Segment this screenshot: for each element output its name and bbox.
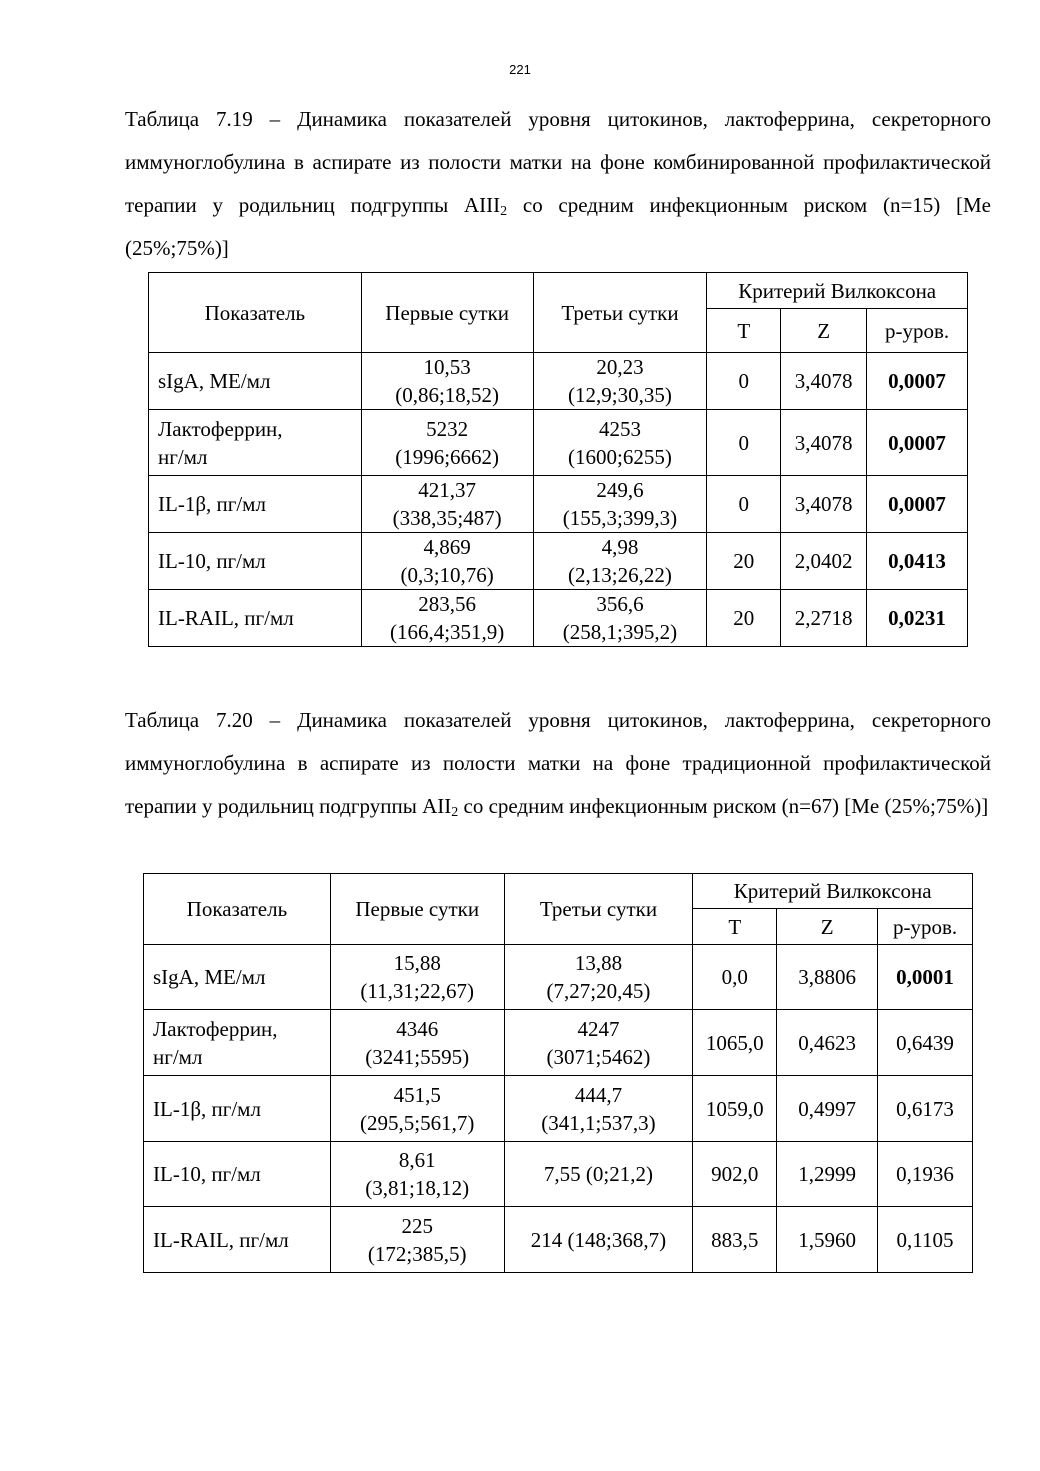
cell-day1: [330, 945, 504, 1010]
indicator-text: Лактоферрин,: [153, 1016, 278, 1041]
cell-indicator: [149, 590, 362, 647]
caption-text: Таблица 7.19 – Динамика показателей уровня цитокинов, лактоферрина, секреторного иммуноглобулина в аспирате из полости матки на фоне комбинированной профилактической терапии у родильниц подгруппы AIII: [125, 107, 991, 217]
median-value: 5232: [426, 416, 469, 441]
cell-day1: [361, 590, 533, 647]
header-t: T: [707, 309, 781, 353]
cell-day3: [533, 476, 707, 533]
table-row: [149, 590, 968, 647]
median-value: 4346: [396, 1016, 439, 1041]
median-value: 13,88: [574, 951, 623, 975]
caption-text-end: со средним инфекционным риском (n=67) [Me (25%;75%)]: [458, 794, 989, 818]
cell-day3: [533, 533, 707, 590]
median-value: 421,37: [418, 478, 477, 502]
median-value: 15,88: [393, 951, 441, 975]
cell-p: 0,6173: [878, 1076, 973, 1142]
cell-day1: [330, 1207, 504, 1273]
page-number: 221: [509, 62, 531, 77]
quartile-range: (3241;5595): [365, 1044, 470, 1069]
cell-t: 0: [707, 353, 781, 410]
cell-day1: [361, 476, 533, 533]
cell-t: 0: [707, 476, 781, 533]
header-wilcoxon: Критерий Вилкоксона: [693, 874, 973, 909]
cell-z: 1,5960: [777, 1207, 878, 1273]
quartile-range: (338,35;487): [392, 506, 502, 530]
cell-p: 0,0413: [867, 533, 968, 590]
cell-day1: [361, 353, 533, 410]
median-value: 8,61: [398, 1148, 436, 1172]
cell-p: 0,1936: [878, 1142, 973, 1207]
header-indicator: Показатель: [144, 874, 331, 945]
cell-t: 1059,0: [693, 1076, 777, 1142]
cell-z: 3,8806: [777, 945, 878, 1010]
cell-p: 0,0231: [867, 590, 968, 647]
header-day3: Третьи сутки: [533, 273, 707, 353]
cell-z: 0,4623: [777, 1010, 878, 1076]
quartile-range: (0,3;10,76): [400, 563, 494, 587]
median-value: 451,5: [393, 1082, 441, 1107]
cell-indicator: [144, 1010, 331, 1076]
cell-day1: [361, 410, 533, 476]
median-value: 249,6: [596, 478, 644, 502]
cell-day1: [330, 1010, 504, 1076]
quartile-range: (11,31;22,67): [360, 979, 474, 1003]
median-value: 283,56: [418, 592, 477, 616]
median-value: 4253: [598, 416, 641, 441]
cell-t: 0: [707, 410, 781, 476]
quartile-range: (341,1;537,3): [541, 1110, 656, 1135]
quartile-range: (166,4;351,9): [389, 620, 505, 644]
table-caption: [125, 699, 991, 828]
quartile-range: (12,9;30,35): [568, 383, 672, 407]
table-row: [144, 1207, 973, 1273]
cell-t: 902,0: [693, 1142, 777, 1207]
cell-t: 20: [707, 533, 781, 590]
cell-p: 0,0007: [867, 353, 968, 410]
indicator-text: sIgA, МЕ/мл: [153, 965, 266, 989]
quartile-range: (3,81;18,12): [365, 1176, 470, 1200]
cell-day1: [361, 533, 533, 590]
header-t: T: [693, 909, 777, 945]
cell-p: 0,6439: [878, 1010, 973, 1076]
indicator-text: IL-1β, пг/мл: [153, 1096, 261, 1121]
cell-indicator: [144, 945, 331, 1010]
cell-day3: [504, 1142, 693, 1207]
indicator-text: IL-RAIL, пг/мл: [158, 606, 294, 630]
cell-day3: [504, 1076, 693, 1142]
cell-z: 2,2718: [781, 590, 867, 647]
data-table: [148, 272, 968, 647]
table-row: [144, 1010, 973, 1076]
median-value: 10,53: [423, 355, 471, 379]
cell-indicator: [149, 533, 362, 590]
indicator-text: IL-10, пг/мл: [153, 1162, 261, 1186]
cell-z: 3,4078: [781, 476, 867, 533]
header-day1: Первые сутки: [361, 273, 533, 353]
median-value: 4,869: [423, 535, 471, 559]
caption-text: Таблица 7.20 – Динамика показателей уровня цитокинов, лактоферрина, секреторного иммуноглобулина в аспирате из полости матки на фоне традиционной профилактической терапии у родильниц подгруппы AII: [125, 708, 991, 818]
median-value: 444,7: [574, 1082, 623, 1107]
indicator-unit: нг/мл: [158, 444, 208, 469]
cell-p: 0,0007: [867, 476, 968, 533]
header-p: p-уров.: [867, 309, 968, 353]
median-value: 7,55 (0;21,2): [543, 1162, 653, 1186]
table-row: [149, 353, 968, 410]
table-row: [149, 476, 968, 533]
median-value: 356,6: [596, 592, 644, 616]
median-value: 4247: [577, 1016, 620, 1041]
table-row: [144, 945, 973, 1010]
cell-t: 0,0: [693, 945, 777, 1010]
indicator-text: IL-10, пг/мл: [158, 549, 266, 573]
table-row: [149, 410, 968, 476]
header-wilcoxon: Критерий Вилкоксона: [707, 273, 968, 309]
table-caption: [125, 98, 991, 270]
cell-z: 0,4997: [777, 1076, 878, 1142]
cell-day3: [533, 410, 707, 476]
cell-indicator: [149, 353, 362, 410]
cell-day1: [330, 1142, 504, 1207]
quartile-range: (0,86;18,52): [395, 383, 500, 407]
cell-t: 20: [707, 590, 781, 647]
table-row: [149, 533, 968, 590]
cell-z: 2,0402: [781, 533, 867, 590]
caption-text-end: со средним инфекционным риском (n=15) [Me (25%;75%)]: [125, 193, 991, 260]
indicator-text: IL-1β, пг/мл: [158, 492, 266, 516]
quartile-range: (295,5;561,7): [360, 1110, 475, 1135]
quartile-range: (172;385,5): [367, 1241, 467, 1266]
quartile-range: (7,27;20,45): [546, 979, 651, 1003]
header-day1: Первые сутки: [330, 874, 504, 945]
median-value: 4,98: [601, 535, 639, 559]
table-row: [144, 1142, 973, 1207]
cell-indicator: [144, 1207, 331, 1273]
cell-indicator: [144, 1076, 331, 1142]
cell-day3: [533, 353, 707, 410]
cell-p: 0,0007: [867, 410, 968, 476]
cell-day3: [504, 1207, 693, 1273]
cell-day3: [533, 590, 707, 647]
indicator-text: sIgA, МЕ/мл: [158, 369, 271, 393]
median-value: 214 (148;368,7): [530, 1227, 667, 1252]
caption-subscript: 2: [451, 805, 459, 820]
quartile-range: (3071;5462): [546, 1044, 651, 1069]
cell-day3: [504, 1010, 693, 1076]
indicator-text: IL-RAIL, пг/мл: [153, 1227, 289, 1252]
median-value: 20,23: [596, 355, 644, 379]
quartile-range: (2,13;26,22): [568, 563, 672, 587]
header-z: Z: [777, 909, 878, 945]
indicator-unit: нг/мл: [153, 1044, 203, 1069]
data-table: [143, 873, 973, 1273]
header-p: p-уров.: [878, 909, 973, 945]
cell-z: 3,4078: [781, 410, 867, 476]
cell-indicator: [149, 410, 362, 476]
cell-day3: [504, 945, 693, 1010]
cell-day1: [330, 1076, 504, 1142]
cell-z: 1,2999: [777, 1142, 878, 1207]
caption-subscript: 2: [500, 204, 508, 219]
cell-z: 3,4078: [781, 353, 867, 410]
quartile-range: (1600;6255): [568, 444, 672, 469]
header-day3: Третьи сутки: [504, 874, 693, 945]
header-indicator: Показатель: [149, 273, 362, 353]
quartile-range: (1996;6662): [395, 444, 500, 469]
table-row: [144, 1076, 973, 1142]
cell-t: 1065,0: [693, 1010, 777, 1076]
cell-indicator: [144, 1142, 331, 1207]
header-z: Z: [781, 309, 867, 353]
cell-t: 883,5: [693, 1207, 777, 1273]
cell-p: 0,0001: [878, 945, 973, 1010]
cell-p: 0,1105: [878, 1207, 973, 1273]
cell-indicator: [149, 476, 362, 533]
median-value: 225: [401, 1213, 433, 1238]
indicator-text: Лактоферрин,: [158, 416, 283, 441]
quartile-range: (155,3;399,3): [562, 506, 678, 530]
quartile-range: (258,1;395,2): [562, 620, 678, 644]
